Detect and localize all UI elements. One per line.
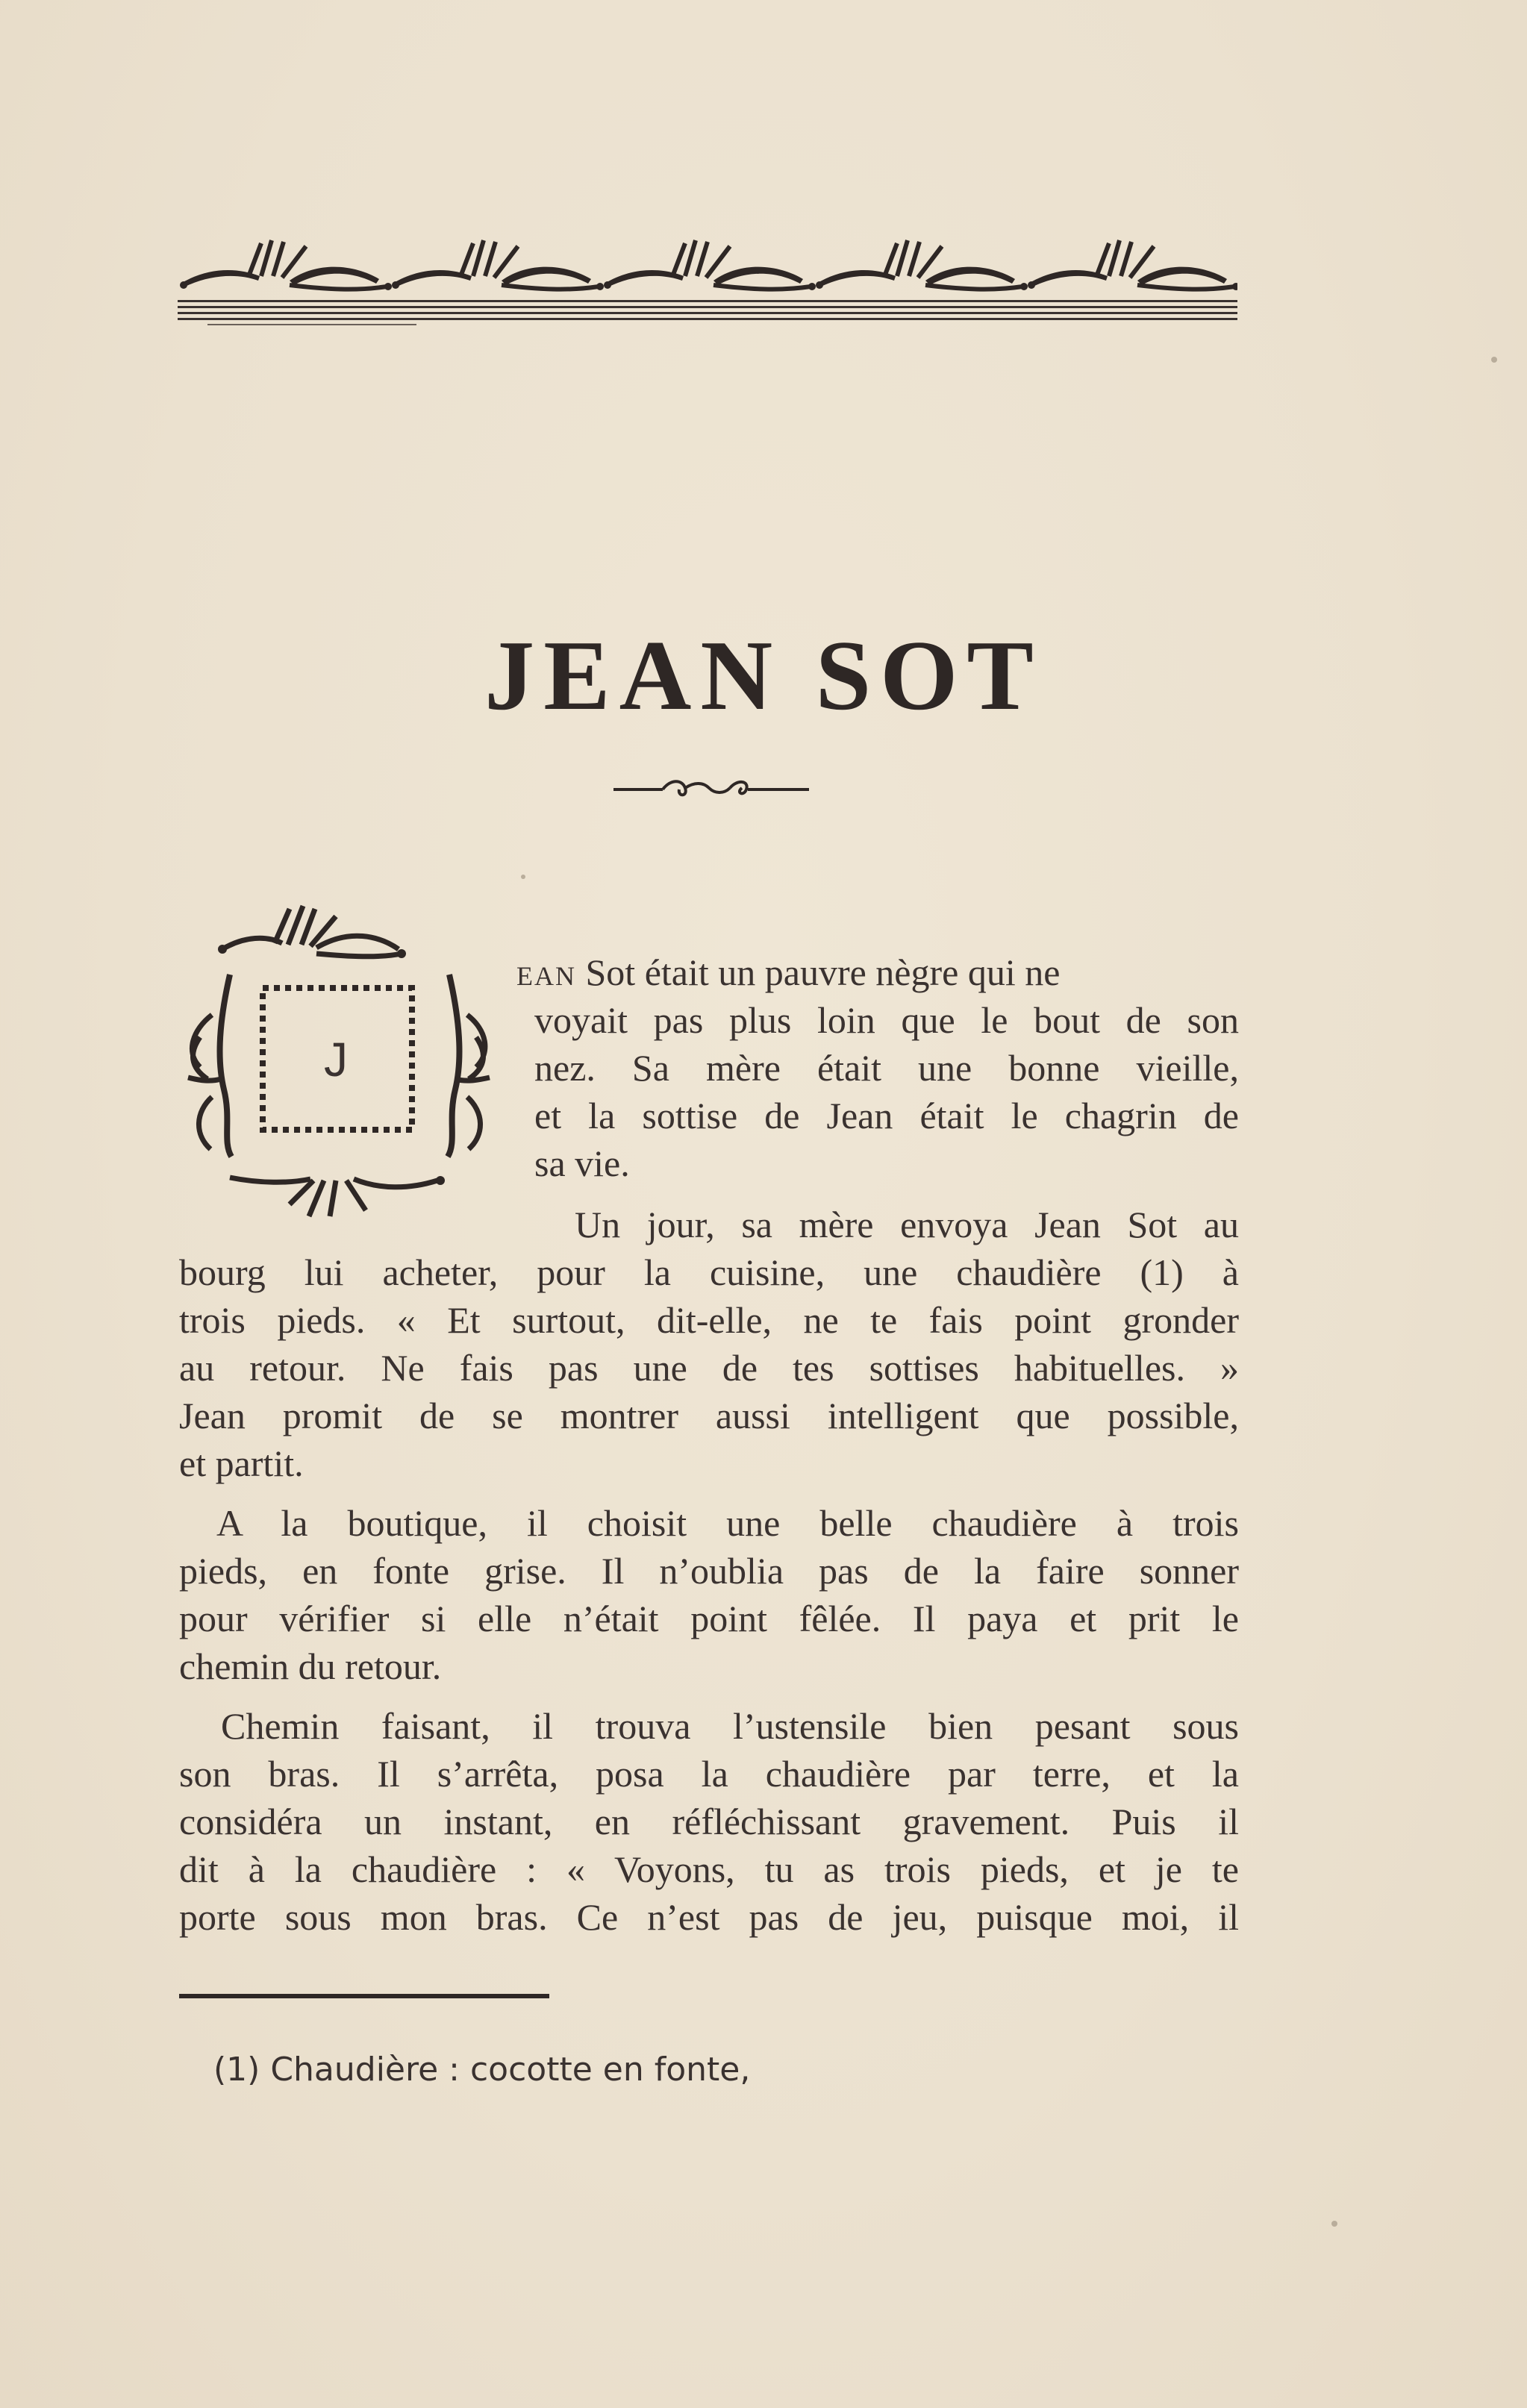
- paper-speck: [1491, 357, 1497, 363]
- text-line-18: considéra un instant, en réfléchissant gravement. Puis il: [179, 1801, 1239, 1842]
- header-rules: [178, 300, 1237, 327]
- dropcap-letter: J: [324, 1033, 348, 1086]
- text-line-3: nez. Sa mère était une bonne vieille,: [534, 1047, 1239, 1089]
- opening-smallcaps: EAN: [516, 961, 576, 991]
- paper-speck: [1331, 2221, 1337, 2227]
- text-line-11: et partit.: [179, 1442, 304, 1484]
- text-line-4: et la sottise de Jean était le chagrin de: [534, 1095, 1239, 1136]
- header-ornament: [178, 237, 1237, 297]
- title-flourish: [611, 772, 812, 801]
- text-line-12: A la boutique, il choisit une belle chaudière à trois: [216, 1502, 1239, 1544]
- line-1-rest: Sot était un pauvre nègre qui ne: [576, 951, 1061, 993]
- paper-speck: [521, 875, 525, 879]
- text-line-19: dit à la chaudière : « Voyons, tu as trois pieds, et je te: [179, 1848, 1239, 1890]
- chapter-title: JEAN SOT: [484, 620, 1043, 731]
- text-line-10: Jean promit de se montrer aussi intelligent que possible,: [179, 1395, 1239, 1436]
- footnote-rule: [179, 1994, 549, 1998]
- text-line-1: [516, 951, 1061, 993]
- text-line-6: Un jour, sa mère envoya Jean Sot au: [575, 1204, 1239, 1245]
- text-line-7: bourg lui acheter, pour la cuisine, une chaudière (1) à: [179, 1251, 1239, 1293]
- text-line-2: voyait pas plus loin que le bout de son: [534, 999, 1239, 1041]
- text-line-14: pour vérifier si elle n’était point fêlée. Il paya et prit le: [179, 1598, 1239, 1639]
- text-line-9: au retour. Ne fais pas une de tes sottises habituelles. »: [179, 1347, 1239, 1389]
- text-line-17: son bras. Il s’arrêta, posa la chaudière par terre, et la: [179, 1753, 1239, 1795]
- text-line-5: sa vie.: [534, 1142, 630, 1184]
- text-line-13: pieds, en fonte grise. Il n’oublia pas de la faire sonner: [179, 1550, 1239, 1592]
- text-line-16: Chemin faisant, il trouva l’ustensile bien pesant sous: [221, 1705, 1239, 1747]
- text-line-8: trois pieds. « Et surtout, dit-elle, ne te fais point gronder: [179, 1299, 1239, 1341]
- text-line-20: porte sous mon bras. Ce n’est pas de jeu, puisque moi, il: [179, 1896, 1239, 1938]
- text-line-15: chemin du retour.: [179, 1645, 442, 1687]
- footnote: (1) Chaudière : cocotte en fonte,: [213, 2051, 751, 2089]
